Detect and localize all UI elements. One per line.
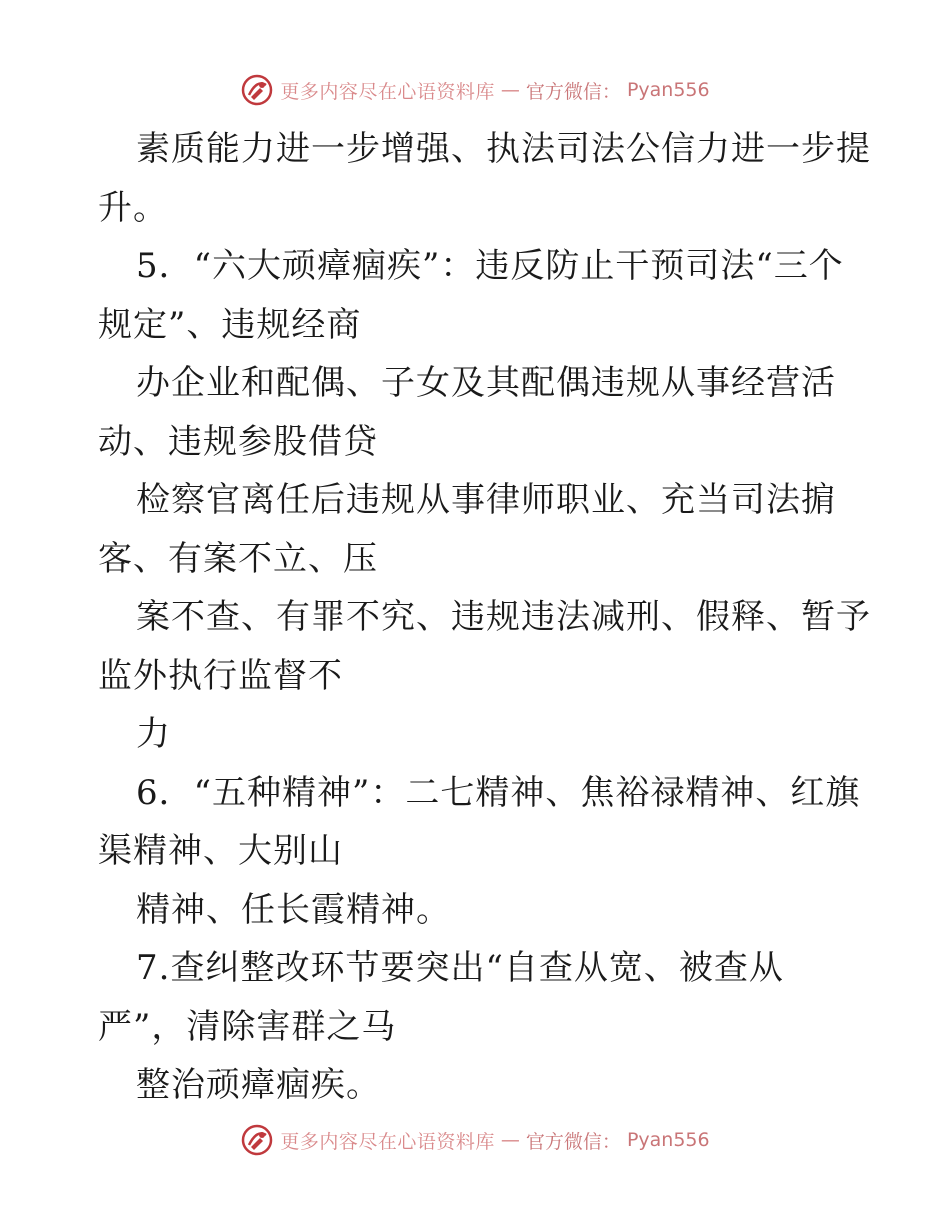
text-line: 5．“六大顽瘴痼疾”：违反防止干预司法“三个 [136,246,844,286]
header-watermark-banner [0,70,950,110]
text-line: 7.查纠整改环节要突出“自查从宽、被查从 [136,948,784,988]
text-line: 严”，清除害群之马 [98,1006,397,1047]
brand-logo-icon [240,1123,274,1157]
header-separator: — [500,79,520,101]
header-brand-text: 更多内容尽在心语资料库 [280,80,495,103]
body-text [98,120,871,1115]
text-line: 检察官离任后违规从事律师职业、充当司法掮 [136,480,836,520]
brand-logo-icon [240,73,274,107]
footer-brand-text: 更多内容尽在心语资料库 [280,1130,495,1153]
header-wechat-id: Pyan556 [626,79,710,101]
text-line: 动、违规参股借贷 [98,421,378,462]
text-line: 案不查、有罪不究、违规违法减刑、假释、暂予 [136,597,871,637]
text-line: 素质能力进一步增强、执法司法公信力进一步提 [136,129,871,169]
footer-wechat-label: 官方微信： [525,1130,621,1153]
footer-wechat-id: Pyan556 [626,1129,710,1151]
text-line: 监外执行监督不 [98,655,343,696]
text-line: 升。 [98,187,168,228]
text-line: 整治顽瘴痼疾。 [136,1065,381,1105]
text-line: 办企业和配偶、子女及其配偶违规从事经营活 [136,363,836,403]
header-wechat-label: 官方微信： [525,80,621,103]
text-line: 精神、任长霞精神。 [136,889,451,930]
text-line: 规定”、违规经商 [98,304,362,345]
text-line: 6．“五种精神”：二七精神、焦裕禄精神、红旗 [136,772,861,813]
footer-watermark-banner [0,1120,950,1160]
text-line: 客、有案不立、压 [98,538,378,579]
footer-separator: — [500,1129,520,1151]
text-line: 渠精神、大别山 [98,831,343,871]
text-line: 力 [136,714,171,754]
